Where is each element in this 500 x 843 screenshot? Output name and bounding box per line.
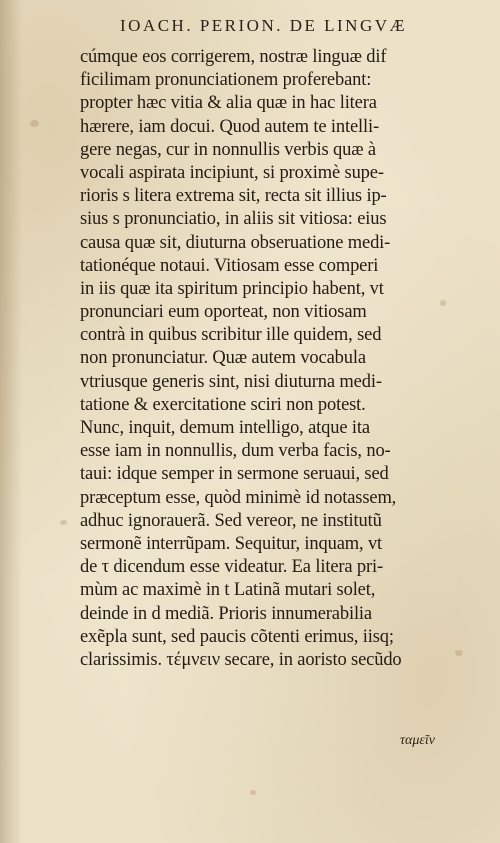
- catchword: ταμεῖν: [400, 733, 436, 748]
- text-line: clarissimis. τέμνειν secare, in aoristo secũdo: [80, 649, 402, 670]
- text-line: ficilimam pronunciationem proferebant:: [80, 70, 372, 91]
- foxing-spot: [60, 520, 67, 525]
- running-head: IOACH. PERION. DE LINGVÆ: [120, 16, 408, 35]
- text-block: [80, 46, 465, 672]
- text-line: esse iam in nonnullis, dum verba facis, no-: [80, 441, 391, 462]
- text-line: contrà in quibus scribitur ille quidem, sed: [80, 325, 382, 346]
- text-line: vocali aspirata incipiunt, si proximè supe-: [80, 162, 384, 183]
- text-line: Nunc, inquit, demum intelligo, atque ita: [80, 418, 370, 438]
- text-line: deinde in d mediã. Prioris innumerabilia: [80, 603, 372, 624]
- text-line: sius s pronunciatio, in aliis sit vitiosa: eius: [80, 209, 387, 230]
- text-line: mùm ac maximè in t Latinã mutari solet,: [80, 580, 376, 601]
- text-line: pronunciari eum oporteat, non vitiosam: [80, 302, 367, 323]
- text-line: hærere, iam docui. Quod autem te intelli-: [80, 116, 380, 137]
- text-line: tationéque notaui. Vitiosam esse comperi: [80, 255, 379, 276]
- text-line: exẽpla sunt, sed paucis cõtenti erimus, iisq;: [80, 626, 394, 647]
- text-line: taui: idque semper in sermone seruaui, sed: [80, 464, 389, 485]
- foxing-spot: [250, 790, 256, 795]
- text-line: in iis quæ ita spiritum principio habent, vt: [80, 278, 384, 299]
- text-line: tatione & exercitatione sciri non potest.: [80, 394, 366, 415]
- text-line: causa quæ sit, diuturna obseruatione medi-: [80, 232, 391, 253]
- text-line: sermonẽ interrũpam. Sequitur, inquam, vt: [80, 533, 383, 554]
- text-line: cúmque eos corrigerem, nostræ linguæ dif: [80, 47, 387, 67]
- text-line: præceptum esse, quòd minimè id notassem,: [80, 487, 397, 508]
- text-line: gere negas, cur in nonnullis verbis quæ à: [80, 139, 376, 160]
- text-line: vtriusque generis sint, nisi diuturna medi-: [80, 371, 382, 392]
- text-line: adhuc ignorauerã. Sed vereor, ne institutũ: [80, 510, 382, 531]
- text-line: de τ dicendum esse videatur. Ea litera pri-: [80, 557, 384, 578]
- foxing-spot: [30, 120, 39, 127]
- spine-shadow: [0, 0, 22, 843]
- text-line: rioris s litera extrema sit, recta sit illius ip-: [80, 186, 387, 207]
- text-line: propter hæc vitia & alia quæ in hac litera: [80, 93, 377, 114]
- text-line: non pronunciatur. Quæ autem vocabula: [80, 348, 366, 369]
